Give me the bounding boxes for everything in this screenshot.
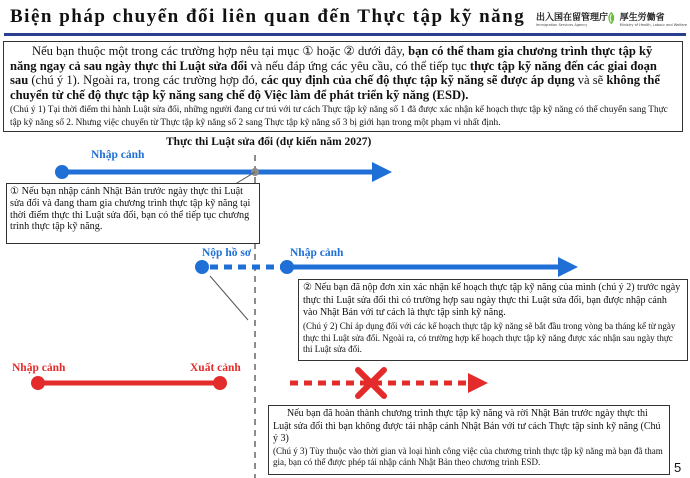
case3-box xyxy=(268,405,670,475)
isa-logo-subtext: Immigration Services Agency xyxy=(536,22,588,27)
intro-text-3: (chú ý 1). Ngoài ra, trong các trường hợp đó, xyxy=(28,73,261,87)
intro-bold-3: các quy định của chế độ thực tập kỹ năng sẽ được áp dụng xyxy=(260,73,575,87)
intro-note-1: (Chú ý 1) Tại thời điểm thi hành Luật sửa đổi, những người đang cư trú với tư cách Thực tập kỹ năng số 1 đã được xác nhận kế hoạch thực tập kỹ năng có thể chuyển sang Thực tập kỹ năng số 2. Nhưng việc chuyển từ Thực tập kỹ năng số 2 sang Thực tập kỹ năng số 3 bị giới hạn trong một phạm vi nhất định. xyxy=(10,105,668,128)
case2-note: (Chú ý 2) Chỉ áp dụng đối với các kế hoạch thực tập kỹ năng sẽ bắt đầu trong vòng ba tháng kể từ ngày thực thi Luật sửa đổi. Ngoài ra, có trường hợp kế hoạch thực tập kỹ năng được xác nhận sau ngày thực thi Luật sửa đổi. xyxy=(303,320,676,355)
case3-exit-dot xyxy=(213,376,227,390)
case1-start-dot xyxy=(55,165,69,179)
isa-logo-text: 出入国在留管理庁 xyxy=(536,12,609,23)
case1-entry-label: Nhập cảnh xyxy=(91,149,145,161)
intro-text-1: Nếu bạn thuộc một trong các trường hợp nêu tại mục ① hoặc ② dưới đây, xyxy=(32,44,409,58)
case1-text: ① Nếu bạn nhập cảnh Nhật Bản trước ngày thực thi Luật sửa đổi và đang tham gia chương trình thực tập kỹ năng tại thời điểm thực thi Luật sửa đổi, bạn có thể tiếp tục chương trình thực tập kỹ năng. xyxy=(10,186,251,233)
intro-text-2: và nếu đáp ứng các yêu cầu, có thể tiếp tục xyxy=(247,58,470,73)
mhlw-logo-subtext: Ministry of Health, Labour and Welfare xyxy=(619,22,687,27)
intro-bold-2: thực tập kỹ năng đến các giai đoạn sau xyxy=(10,58,657,87)
case3-note: (Chú ý 3) Tùy thuộc vào thời gian và loại hình công việc của chương trình thực tập kỹ năng mà bạn đã tham gia, bạn có thể được phép tái nhập cảnh Nhật Bản theo chương trình ESD. xyxy=(273,445,663,468)
case2-text: ② Nếu bạn đã nộp đơn xin xác nhận kế hoạch thực tập kỹ năng của mình (chú ý 2) trước ngày thực thi Luật sửa đổi thì có trường hợp sau ngày thực thi Luật sửa đổi, bạn được nhập cảnh vào Nhật Bản với tư cách là thực tập sinh kỹ năng. xyxy=(303,282,681,319)
intro-text-4: và sẽ xyxy=(574,73,607,87)
case3-arrow-head xyxy=(468,373,488,393)
case2-connector xyxy=(210,276,248,320)
mhlw-logo-text: 厚生労働省 xyxy=(619,12,665,23)
case2-entry-label: Nhập cảnh xyxy=(290,247,344,259)
case3-exit-label: Xuất cảnh xyxy=(190,362,241,374)
case2-box xyxy=(298,279,688,361)
case1-arrow-head xyxy=(372,162,392,182)
case2-start-dot xyxy=(195,260,209,274)
intro-bold-4: không thể chuyển từ chế độ thực tập kỹ năng sang chế độ Việc làm để phát triển kỹ năng (ESD). xyxy=(10,73,660,102)
case3-entry-label: Nhập cảnh xyxy=(12,362,66,374)
timeline-label: Thực thi Luật sửa đổi (dự kiến năm 2027) xyxy=(166,136,372,148)
page-number: 5 xyxy=(674,460,682,475)
case3-text: Nếu bạn đã hoàn thành chương trình thực tập kỹ năng và rời Nhật Bản trước ngày thực thi Luật sửa đổi thì bạn không được tái nhập cảnh Nhật Bản với tư cách Thực tập sinh kỹ năng (Chú ý 3) xyxy=(273,408,661,444)
page-title: Biện pháp chuyển đổi liên quan đến Thực tập kỹ năng xyxy=(10,6,526,27)
case2-arrow-head xyxy=(558,257,578,277)
case2-apply-label: Nộp hồ sơ xyxy=(202,247,252,259)
case1-box xyxy=(6,183,260,244)
intro-bold-1: bạn có thể tham gia chương trình thực tập kỹ năng ngay cả sau ngày thực thi Luật sửa đổi xyxy=(10,44,653,73)
